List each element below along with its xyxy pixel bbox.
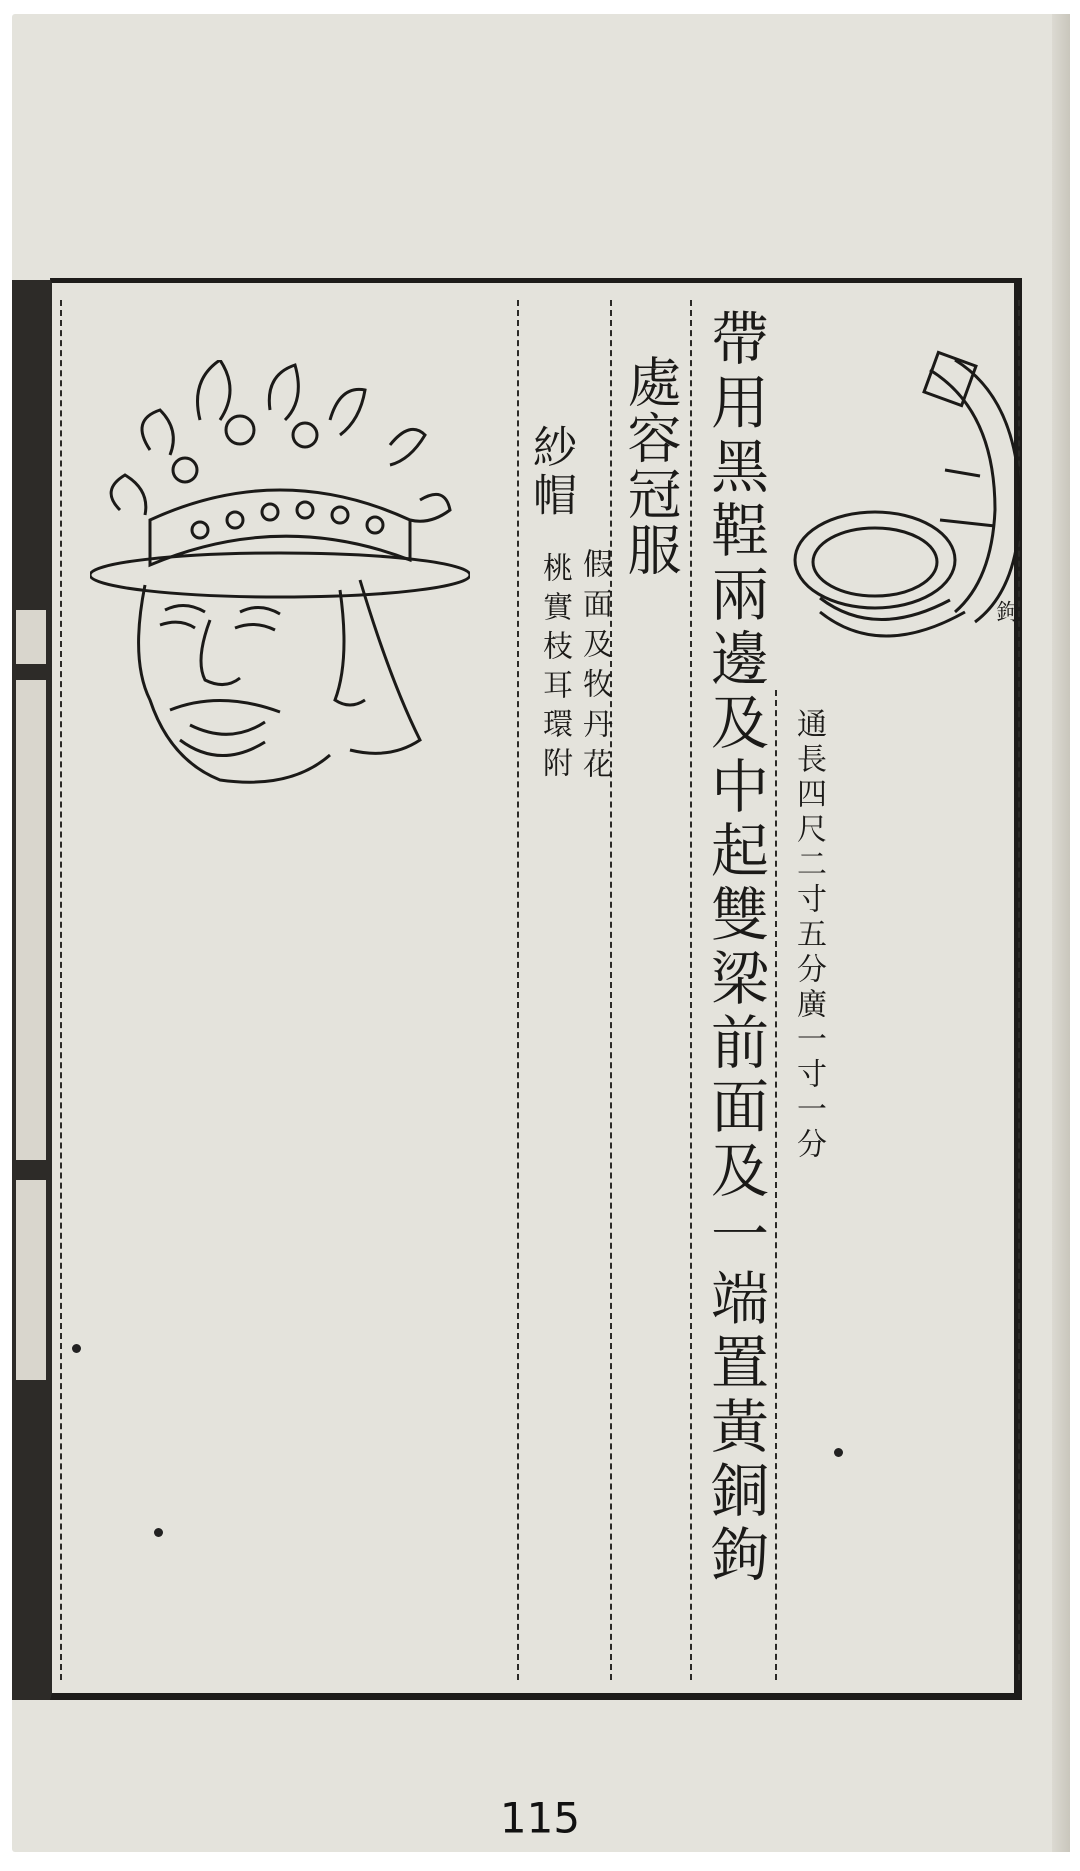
belt-hook-label: 鉤 [993, 600, 1018, 622]
page-edge [1052, 14, 1070, 1852]
item-note-1: 假面及牧丹花 [577, 548, 612, 788]
ink-dot [72, 1344, 81, 1353]
column-rule [60, 300, 62, 1680]
adjacent-page-strip [12, 280, 52, 1700]
column-rule [775, 690, 777, 1680]
belt-with-hook-icon [780, 350, 1020, 690]
column-rule [690, 300, 692, 1680]
item-title: 紗帽 [525, 424, 576, 520]
page-number: 115 [499, 1793, 581, 1843]
cheoyong-mask-icon [90, 360, 470, 860]
section-title: 處容冠服 [619, 354, 682, 578]
item-note-2: 桃實枝耳環附 [537, 552, 572, 786]
belt-measurement: 通長四尺二寸五分廣一寸一分 [791, 708, 826, 1163]
belt-description: 帶用黑鞓兩邊及中起雙梁前面及一端置黃銅鉤 [701, 308, 769, 1588]
ink-dot [154, 1528, 163, 1537]
ink-dot [834, 1448, 843, 1457]
